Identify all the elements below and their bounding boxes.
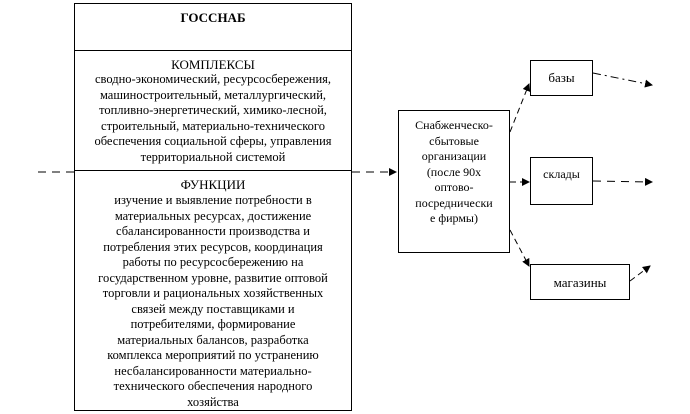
supply-org-text <box>399 118 509 227</box>
functions-line: комплекса мероприятий по устранению <box>107 348 319 362</box>
title-divider <box>75 50 351 51</box>
warehouses-outgoing-arrow <box>593 181 652 182</box>
functions-line: торговли и рациональных хозяйственных <box>102 286 324 300</box>
functions-line: потребления этих ресурсов, координация <box>103 239 323 254</box>
bases-label: базы <box>548 70 575 85</box>
supply-org-line: Снабженческо- <box>415 118 493 132</box>
functions-line: материальных балансов, разработка <box>117 332 309 347</box>
complexes-line: обеспечения социальной сферы, управления <box>94 134 332 148</box>
supply-org-block <box>398 110 510 253</box>
functions-line: технического обеспечения народного <box>113 379 313 393</box>
functions-heading: ФУНКЦИИ <box>180 177 246 192</box>
supply-org-line: организации <box>421 149 487 163</box>
supply-org-line: посреднически <box>415 195 493 210</box>
functions-line: связей между поставщиками и <box>131 301 295 316</box>
functions-line: работы по ресурсосбережению на <box>122 255 304 269</box>
functions-line: сбалансированности производства и <box>116 224 310 238</box>
functions-line: потребителями, формирование <box>130 317 296 331</box>
supply-to-bases-arrow <box>510 84 529 132</box>
functions-line: несбалансированности материально- <box>114 363 312 378</box>
supply-to-shops-arrow <box>510 230 529 266</box>
shops-label: магазины <box>553 275 607 290</box>
functions-line: изучение и выявление потребности в <box>114 193 312 207</box>
functions-line: материальных ресурсах, достижение <box>114 208 312 223</box>
complexes-line: машиностроительный, металлургический, <box>99 87 327 102</box>
complexes-line: топливно-энергетический, химико-лесной, <box>99 103 327 117</box>
complexes-heading: КОМПЛЕКСЫ <box>171 57 255 72</box>
shops-outgoing-arrow <box>630 266 650 281</box>
functions-line: государственном уровне, развитие оптовой <box>98 270 328 285</box>
gossnab-title: ГОССНАБ <box>180 10 246 25</box>
functions-list <box>75 193 351 410</box>
supply-org-line: оптово- <box>434 180 474 194</box>
gossnab-block <box>74 3 352 411</box>
supply-org-line: е фирмы) <box>430 211 478 225</box>
complexes-line: территориальной системой <box>140 149 286 164</box>
complexes-line: строительный, материально-технического <box>101 118 325 133</box>
warehouses-label: склады <box>543 167 580 181</box>
bases-outgoing-arrow <box>593 73 652 85</box>
complexes-list <box>75 72 351 165</box>
functions-line: хозяйства <box>187 394 239 409</box>
shops-block <box>530 264 630 300</box>
complexes-line: сводно-экономический, ресурсосбережения, <box>94 72 332 86</box>
bases-block <box>530 60 593 96</box>
supply-org-line: (после 90х <box>426 164 482 179</box>
functions-divider <box>75 170 351 171</box>
supply-org-line: сбытовые <box>429 133 479 148</box>
warehouses-block <box>530 157 593 205</box>
